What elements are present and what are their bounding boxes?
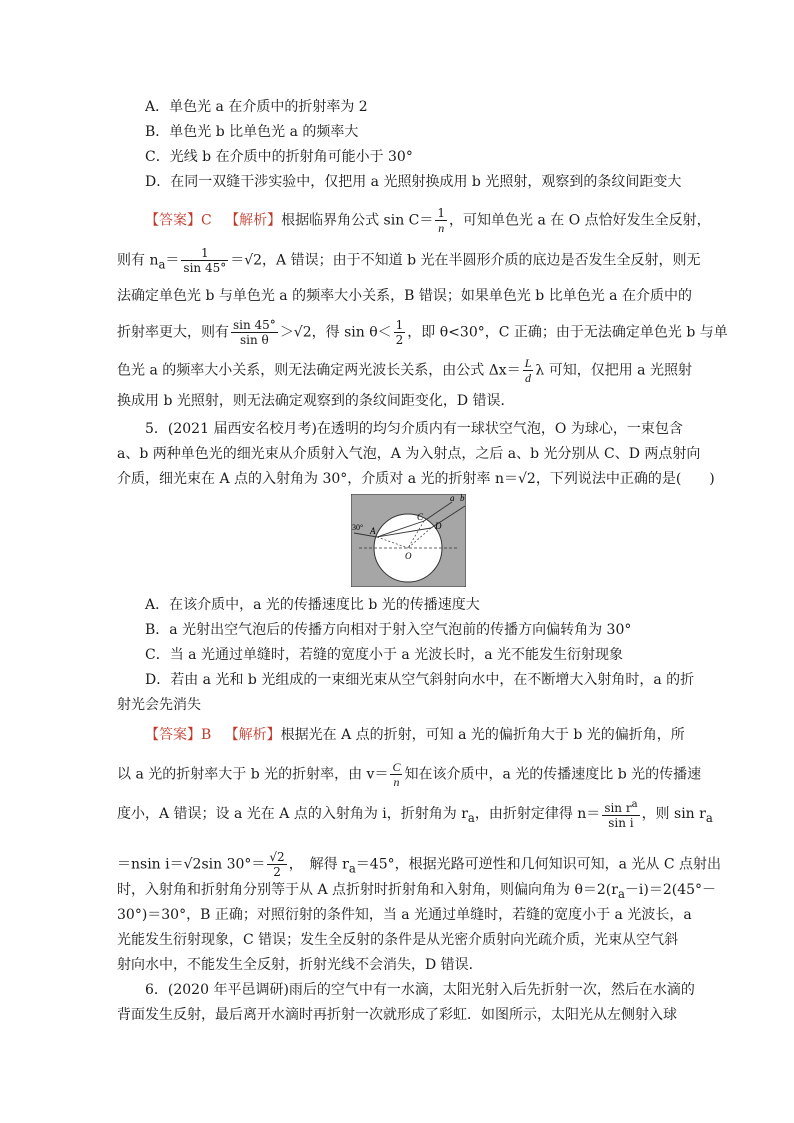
- fraction-1-over-sin45: $\frac{1}{\sin 45^\circ}$: [183, 246, 227, 275]
- q4-analysis-line-1: 【答案】C 【解析】根据临界角公式 sin C＝ $\frac{1}{n}$ ，可知单色光 a 在 O 点恰好发生全反射，: [145, 206, 711, 235]
- q5-analysis-line-1: 【答案】B 【解析】根据光在 A 点的折射，可知 a 光的偏折角大于 b 光的偏折角，所: [145, 727, 685, 743]
- q5-analysis-line-7: 光能发生衍射现象，C 错误；发生全反射的条件是从光密介质射向光疏介质，光束从空气斜: [117, 932, 679, 948]
- q4-analysis-line-4: 折射率更大，则有 $\frac{\sin 45^\circ}{\text{sin θ}}$ ＞√2，得 sin θ＜ $\frac{1}{2}$ ，即 θ<30°，C 正确；由于无法确定单色光 b 与单: [117, 318, 728, 347]
- center-O-label: O: [405, 551, 412, 561]
- q4-analysis-tag: 【解析】: [225, 212, 282, 229]
- q4-analysis-line-6: 换成用 b 光照射，则无法确定观察到的条纹间距变化，D 错误．: [117, 393, 515, 409]
- q5-stem-line-2: a、b 两种单色光的细光束从介质射入气泡，A 为入射点，之后 a、b 光分别从 C、D 两点射向: [117, 446, 701, 462]
- q4-analysis-line-3: 法确定单色光 b 与单色光 a 的频率大小关系，B 错误；如果单色光 b 比单色光 a 在介质中的: [117, 288, 692, 304]
- q4-answer-tag: 【答案】C: [145, 212, 212, 229]
- q5-stem-line-3: 介质，细光束在 A 点的入射角为 30°，介质对 a 光的折射率 n＝√2，下列说法中正确的是( ): [117, 471, 715, 487]
- q4-option-c: C．光线 b 在介质中的折射角可能小于 30°: [145, 149, 413, 165]
- fraction-C-over-n: $\frac{C}{n}$: [392, 760, 401, 789]
- fraction-sqrt2-over-2: $\frac{√2}{2}$: [269, 850, 285, 879]
- q5-analysis-line-3: 度小，A 错误；设 a 光在 A 点的入射角为 i，折射角为 $r_a$，由折射定律得 n＝ $\frac{\sin r^a}{\text{sin i}}$ ，则 $\sin r_a$: [117, 799, 713, 830]
- q6-stem-line-1: 6．(2020 年平邑调研)雨后的空气中有一水滴，太阳光射入后先折射一次，然后在水滴的: [145, 982, 695, 998]
- q5-option-c: C．当 a 光通过单缝时，若缝的宽度小于 a 光波长时，a 光不能发生衍射现象: [145, 647, 624, 663]
- q5-answer-tag: 【答案】B: [145, 727, 212, 743]
- q5-option-b: B．a 光射出空气泡后的传播方向相对于射入空气泡前的传播方向偏转角为 30°: [145, 622, 632, 638]
- angle-label: 30°: [352, 523, 364, 532]
- point-A-label: A: [370, 526, 376, 536]
- q5-analysis-line-6: 30°)＝30°，B 正确；对照衍射的条件知，当 a 光通过单缝时，若缝的宽度小于 a 光波长，a: [117, 907, 692, 923]
- q5-analysis-line-5: 时，入射角和折射角分别等于从 A 点折射时折射角和入射角，则偏向角为 $\theta=2(r_a-i)=2(45^\circ-$: [117, 882, 717, 901]
- ray-b-label: b: [460, 494, 465, 503]
- fraction-sinr-over-sini: $\frac{\sin r^a}{\text{sin i}}$: [604, 799, 638, 830]
- q5-analysis-line-2: 以 a 光的折射率大于 b 光的折射率，由 v＝ $\frac{C}{n}$ 知在该介质中，a 光的传播速度比 b 光的传播速: [117, 760, 702, 789]
- q5-analysis-line-4: ＝nsin i＝√2sin 30°＝ $\frac{√2}{2}$ ， 解得 $r_a=45^\circ$，根据光路可逆性和几何知识可知，a 光从 C 点射出: [117, 850, 722, 879]
- q4-option-d: D．在同一双缝干涉实验中，仅把用 a 光照射换成用 b 光照射，观察到的条纹间距变大: [145, 174, 682, 190]
- point-D-label: D: [435, 521, 442, 531]
- q5-option-a: A．在该介质中，a 光的传播速度比 b 光的传播速度大: [145, 597, 480, 613]
- fraction-L-over-d: $\frac{L}{d}$: [524, 356, 532, 385]
- ray-a-label: a: [450, 494, 455, 503]
- q4-option-a: A．单色光 a 在介质中的折射率为 2: [145, 99, 368, 115]
- fraction-1-over-n: $\frac{1}{n}$: [437, 206, 446, 235]
- fraction-sin45-over-sintheta: $\frac{\sin 45^\circ}{\text{sin θ}}$: [233, 318, 276, 347]
- q5-analysis-line-8: 射向水中，不能发生全反射，折射光线不会消失，D 错误．: [117, 957, 483, 973]
- q5-option-d-line-1: D．若由 a 光和 b 光组成的一束细光束从空气斜射向水中，在不断增大入射角时，a 的折: [145, 672, 695, 688]
- q6-stem-line-2: 背面发生反射，最后离开水滴时再折射一次就形成了彩虹．如图所示，太阳光从左侧射入球: [117, 1007, 677, 1023]
- q5-analysis-tag: 【解析】: [224, 727, 281, 743]
- q5-option-d-line-2: 射光会先消失: [117, 697, 201, 713]
- q4-analysis-line-5: 色光 a 的频率大小关系，则无法确定两光波长关系，由公式 Δx＝ $\frac{L}{d}$ λ 可知，仅把用 a 光照射: [117, 356, 692, 385]
- q4-option-b: B．单色光 b 比单色光 a 的频率大: [145, 124, 359, 140]
- air-bubble-refraction-figure: [351, 494, 466, 587]
- point-C-label: C: [417, 512, 424, 522]
- q4-analysis-line-2: 则有 $n_a=$ $\frac{1}{\sin 45^\circ}$ ＝√2，A 错误；由于不知道 b 光在半圆形介质的底边是否发生全反射，则无: [117, 246, 701, 275]
- fraction-1-over-2: $\frac{1}{2}$: [395, 318, 404, 347]
- q5-stem-line-1: 5．(2021 届西安名校月考)在透明的均匀介质内有一球状空气泡，O 为球心，一束包含: [145, 421, 683, 437]
